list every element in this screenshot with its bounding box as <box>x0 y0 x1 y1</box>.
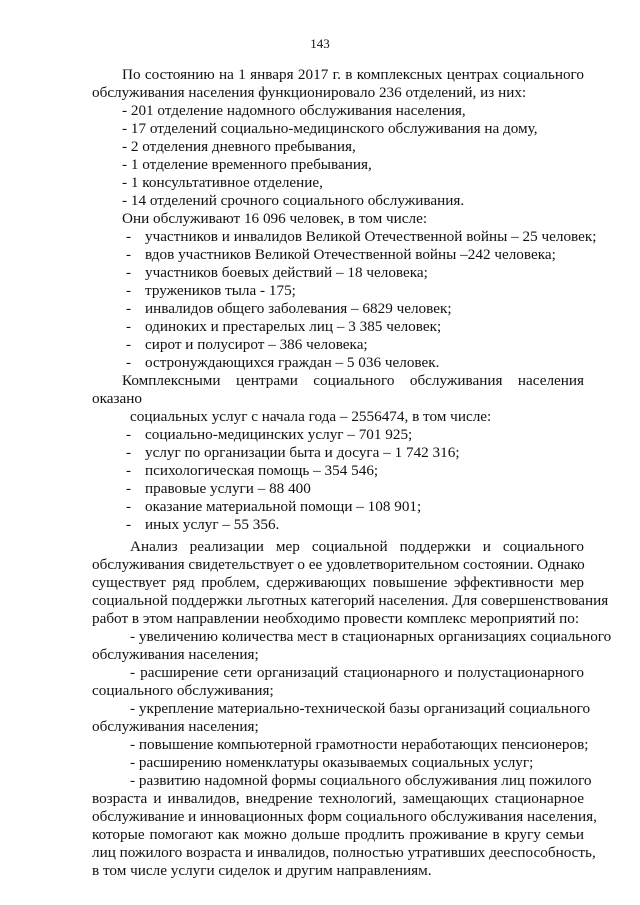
measure-line: - расширению номенклатуры оказываемых социальных услуг; <box>130 754 534 771</box>
bullet-marker: - <box>126 246 132 263</box>
bullet-marker: - <box>126 444 132 461</box>
served-item: остронуждающихся граждан – 5 036 человек. <box>145 354 440 371</box>
measure-line: социального обслуживания; <box>92 682 274 699</box>
bullet-marker: - <box>126 516 132 533</box>
bullet-marker: - <box>126 462 132 479</box>
bullet-marker: - <box>126 264 132 281</box>
service-item: психологическая помощь – 354 546; <box>145 462 379 479</box>
measure-line: - увеличению количества мест в стационарных организациях социального <box>130 628 612 645</box>
measure-line: обслуживание и инновационных форм социального обслуживания населения, <box>92 808 597 825</box>
service-item: правовые услуги – 88 400 <box>145 480 311 497</box>
bullet-marker: - <box>126 480 132 497</box>
served-intro: Они обслуживают 16 096 человек, в том числе: <box>122 210 428 227</box>
bullet-marker: - <box>126 336 132 353</box>
bullet-marker: - <box>126 354 132 371</box>
services-intro-line: оказано <box>92 390 142 407</box>
analysis-line: существует ряд проблем, сдерживающих повышение эффективности мер <box>92 574 584 591</box>
served-item: сирот и полусирот – 386 человека; <box>145 336 368 353</box>
measure-line: возраста и инвалидов, внедрение технологий, замещающих стационарное <box>92 790 584 807</box>
department-item: - 1 отделение временного пребывания, <box>122 156 372 173</box>
department-item: - 201 отделение надомного обслуживания населения, <box>122 102 466 119</box>
bullet-marker: - <box>126 318 132 335</box>
analysis-line: работ в этом направлении необходимо провести комплекс мероприятий по: <box>92 610 580 627</box>
served-item: одиноких и престарелых лиц – 3 385 человек; <box>145 318 442 335</box>
analysis-line: Анализ реализации мер социальной поддержки и социального <box>130 538 584 555</box>
served-item: участников и инвалидов Великой Отечественной войны – 25 человек; <box>145 228 597 245</box>
department-item: - 14 отделений срочного социального обслуживания. <box>122 192 465 209</box>
service-item: оказание материальной помощи – 108 901; <box>145 498 422 515</box>
measure-line: обслуживания населения; <box>92 718 259 735</box>
service-item: социально-медицинских услуг – 701 925; <box>145 426 413 443</box>
measure-line: - расширение сети организаций стационарного и полустационарного <box>130 664 584 681</box>
bullet-marker: - <box>126 426 132 443</box>
measure-line: в том числе услуги сиделок и другим направлениям. <box>92 862 432 879</box>
bullet-marker: - <box>126 498 132 515</box>
services-intro-line: социальных услуг с начала года – 2556474, в том числе: <box>130 408 492 425</box>
measure-line: - повышение компьютерной грамотности неработающих пенсионеров; <box>130 736 589 753</box>
measure-line: - укрепление материально-технической базы организаций социального <box>130 700 591 717</box>
department-item: - 17 отделений социально-медицинского обслуживания на дому, <box>122 120 538 137</box>
served-item: вдов участников Великой Отечественной войны –242 человека; <box>145 246 556 263</box>
measure-line: которые помогают как можно дольше продлить проживание в кругу семьи <box>92 826 584 843</box>
intro-line: обслуживания населения функционировало 236 отделений, из них: <box>92 84 527 101</box>
page-number: 143 <box>310 36 330 51</box>
measure-line: - развитию надомной формы социального обслуживания лиц пожилого <box>130 772 592 789</box>
services-intro-line: Комплексными центрами социального обслуживания населения <box>122 372 584 389</box>
department-item: - 2 отделения дневного пребывания, <box>122 138 356 155</box>
served-item: инвалидов общего заболевания – 6829 человек; <box>145 300 452 317</box>
service-item: услуг по организации быта и досуга – 1 742 316; <box>145 444 460 461</box>
intro-line: По состоянию на 1 января 2017 г. в комплексных центрах социального <box>122 66 584 83</box>
served-item: тружеников тыла - 175; <box>145 282 296 299</box>
bullet-marker: - <box>126 282 132 299</box>
measure-line: обслуживания населения; <box>92 646 259 663</box>
analysis-line: социальной поддержки льготных категорий населения. Для совершенствования <box>92 592 609 609</box>
analysis-line: обслуживания свидетельствует о ее удовлетворительном состоянии. Однако <box>92 556 585 573</box>
served-item: участников боевых действий – 18 человека; <box>145 264 428 281</box>
bullet-marker: - <box>126 228 132 245</box>
measure-line: лиц пожилого возраста и инвалидов, полностью утративших дееспособность, <box>92 844 596 861</box>
department-item: - 1 консультативное отделение, <box>122 174 323 191</box>
bullet-marker: - <box>126 300 132 317</box>
service-item: иных услуг – 55 356. <box>145 516 280 533</box>
